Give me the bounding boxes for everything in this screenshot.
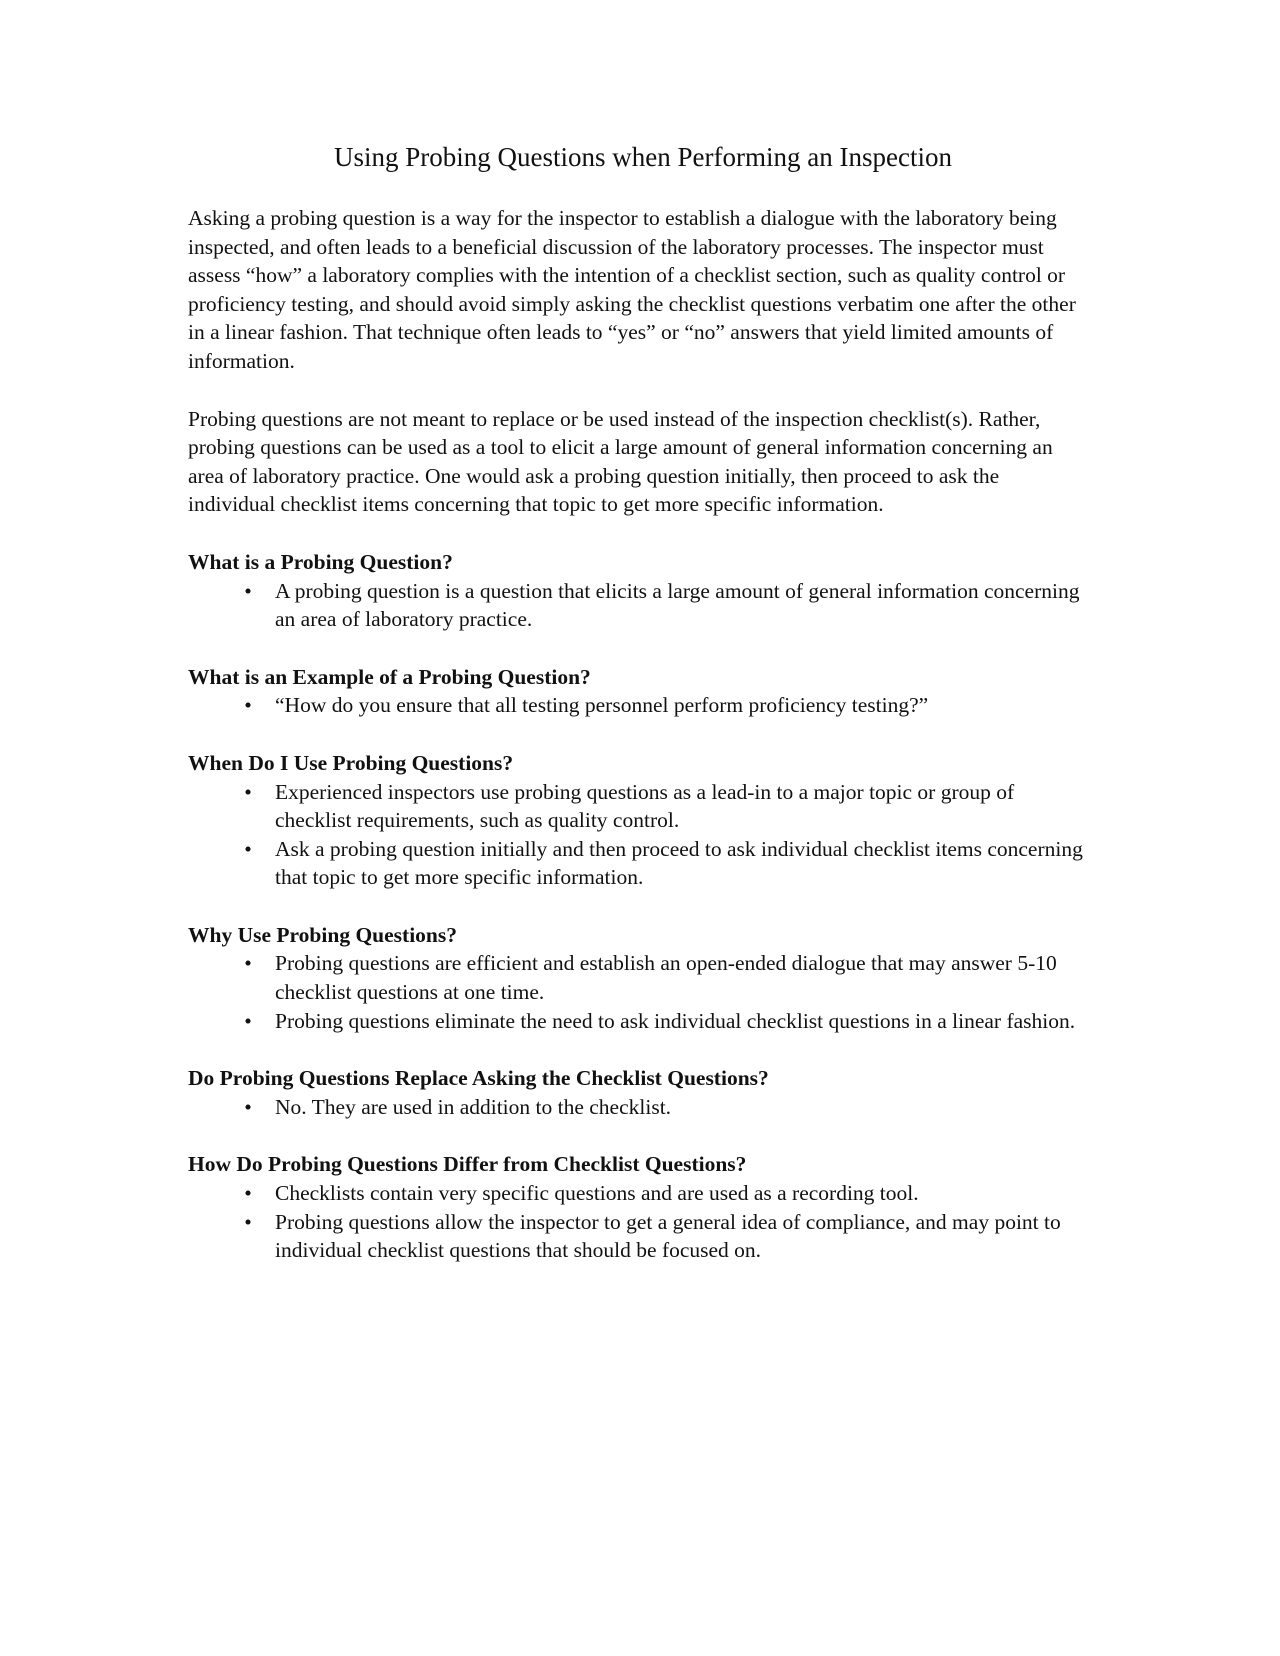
list-item-text: “How do you ensure that all testing personnel perform proficiency testing?” — [275, 693, 929, 718]
bullet-icon: • — [244, 1094, 252, 1119]
list-item — [188, 1179, 1088, 1208]
list-item — [188, 1007, 1088, 1036]
faq-section — [188, 1064, 1088, 1121]
bullet-icon: • — [244, 1008, 252, 1033]
bullet-list — [188, 778, 1088, 892]
list-item-text: Checklists contain very specific questions and are used as a recording tool. — [275, 1181, 919, 1206]
bullet-list — [188, 1179, 1088, 1265]
list-item-text: A probing question is a question that elicits a large amount of general information concerning an area of laboratory practice. — [275, 578, 1080, 632]
bullet-icon: • — [244, 1209, 252, 1234]
list-item — [188, 577, 1088, 634]
bullet-icon: • — [244, 951, 252, 976]
section-heading: What is an Example of a Probing Question? — [188, 664, 591, 689]
list-item-text: Experienced inspectors use probing questions as a lead-in to a major topic or group of checklist requirements, such as quality control. — [275, 779, 1015, 833]
faq-section — [188, 921, 1088, 1035]
bullet-icon: • — [244, 578, 252, 603]
document-page — [188, 140, 1088, 1294]
bullet-list — [188, 577, 1088, 634]
list-item-text: No. They are used in addition to the checklist. — [275, 1094, 672, 1119]
list-item — [188, 778, 1088, 835]
faq-section — [188, 663, 1088, 720]
bullet-list — [188, 691, 1088, 720]
intro-paragraph: Asking a probing question is a way for the inspector to establish a dialogue with the laboratory being inspected, and often leads to a beneficial discussion of the laboratory processes. The inspector must assess “how” a laboratory complies with the intention of a checklist section, such as quality control or proficiency testing, and should avoid simply asking the checklist questions verbatim one after the other in a linear fashion. That technique often leads to “yes” or “no” answers that yield limited amounts of information. — [188, 206, 1076, 373]
list-item-text: Probing questions allow the inspector to get a general idea of compliance, and may point to individual checklist questions that should be focused on. — [275, 1209, 1061, 1263]
document-title: Using Probing Questions when Performing an Inspection — [334, 142, 952, 172]
bullet-icon: • — [244, 836, 252, 861]
faq-section — [188, 548, 1088, 634]
section-heading: When Do I Use Probing Questions? — [188, 750, 514, 775]
intro-paragraph: Probing questions are not meant to replace or be used instead of the inspection checklist(s). Rather, probing questions can be used as a tool to elicit a large amount of general information concerning an area of laboratory practice. One would ask a probing question initially, then proceed to ask the individual checklist items concerning that topic to get more specific information. — [188, 406, 1053, 517]
list-item-text: Probing questions are efficient and establish an open-ended dialogue that may answer 5-10 checklist questions at one time. — [275, 951, 1057, 1005]
list-item — [188, 835, 1088, 892]
bullet-icon: • — [244, 693, 252, 718]
bullet-list — [188, 949, 1088, 1035]
bullet-icon: • — [244, 1181, 252, 1206]
section-heading: Why Use Probing Questions? — [188, 922, 457, 947]
bullet-list — [188, 1093, 1088, 1122]
list-item — [188, 949, 1088, 1006]
list-item-text: Ask a probing question initially and then proceed to ask individual checklist items concerning that topic to get more specific information. — [275, 836, 1083, 890]
list-item — [188, 1208, 1088, 1265]
section-heading: What is a Probing Question? — [188, 549, 453, 574]
faq-section — [188, 749, 1088, 892]
list-item — [188, 691, 1088, 720]
list-item-text: Probing questions eliminate the need to ask individual checklist questions in a linear fashion. — [275, 1008, 1076, 1033]
faq-section — [188, 1150, 1088, 1264]
section-heading: Do Probing Questions Replace Asking the Checklist Questions? — [188, 1066, 769, 1091]
section-heading: How Do Probing Questions Differ from Checklist Questions? — [188, 1152, 747, 1177]
bullet-icon: • — [244, 779, 252, 804]
list-item — [188, 1093, 1088, 1122]
